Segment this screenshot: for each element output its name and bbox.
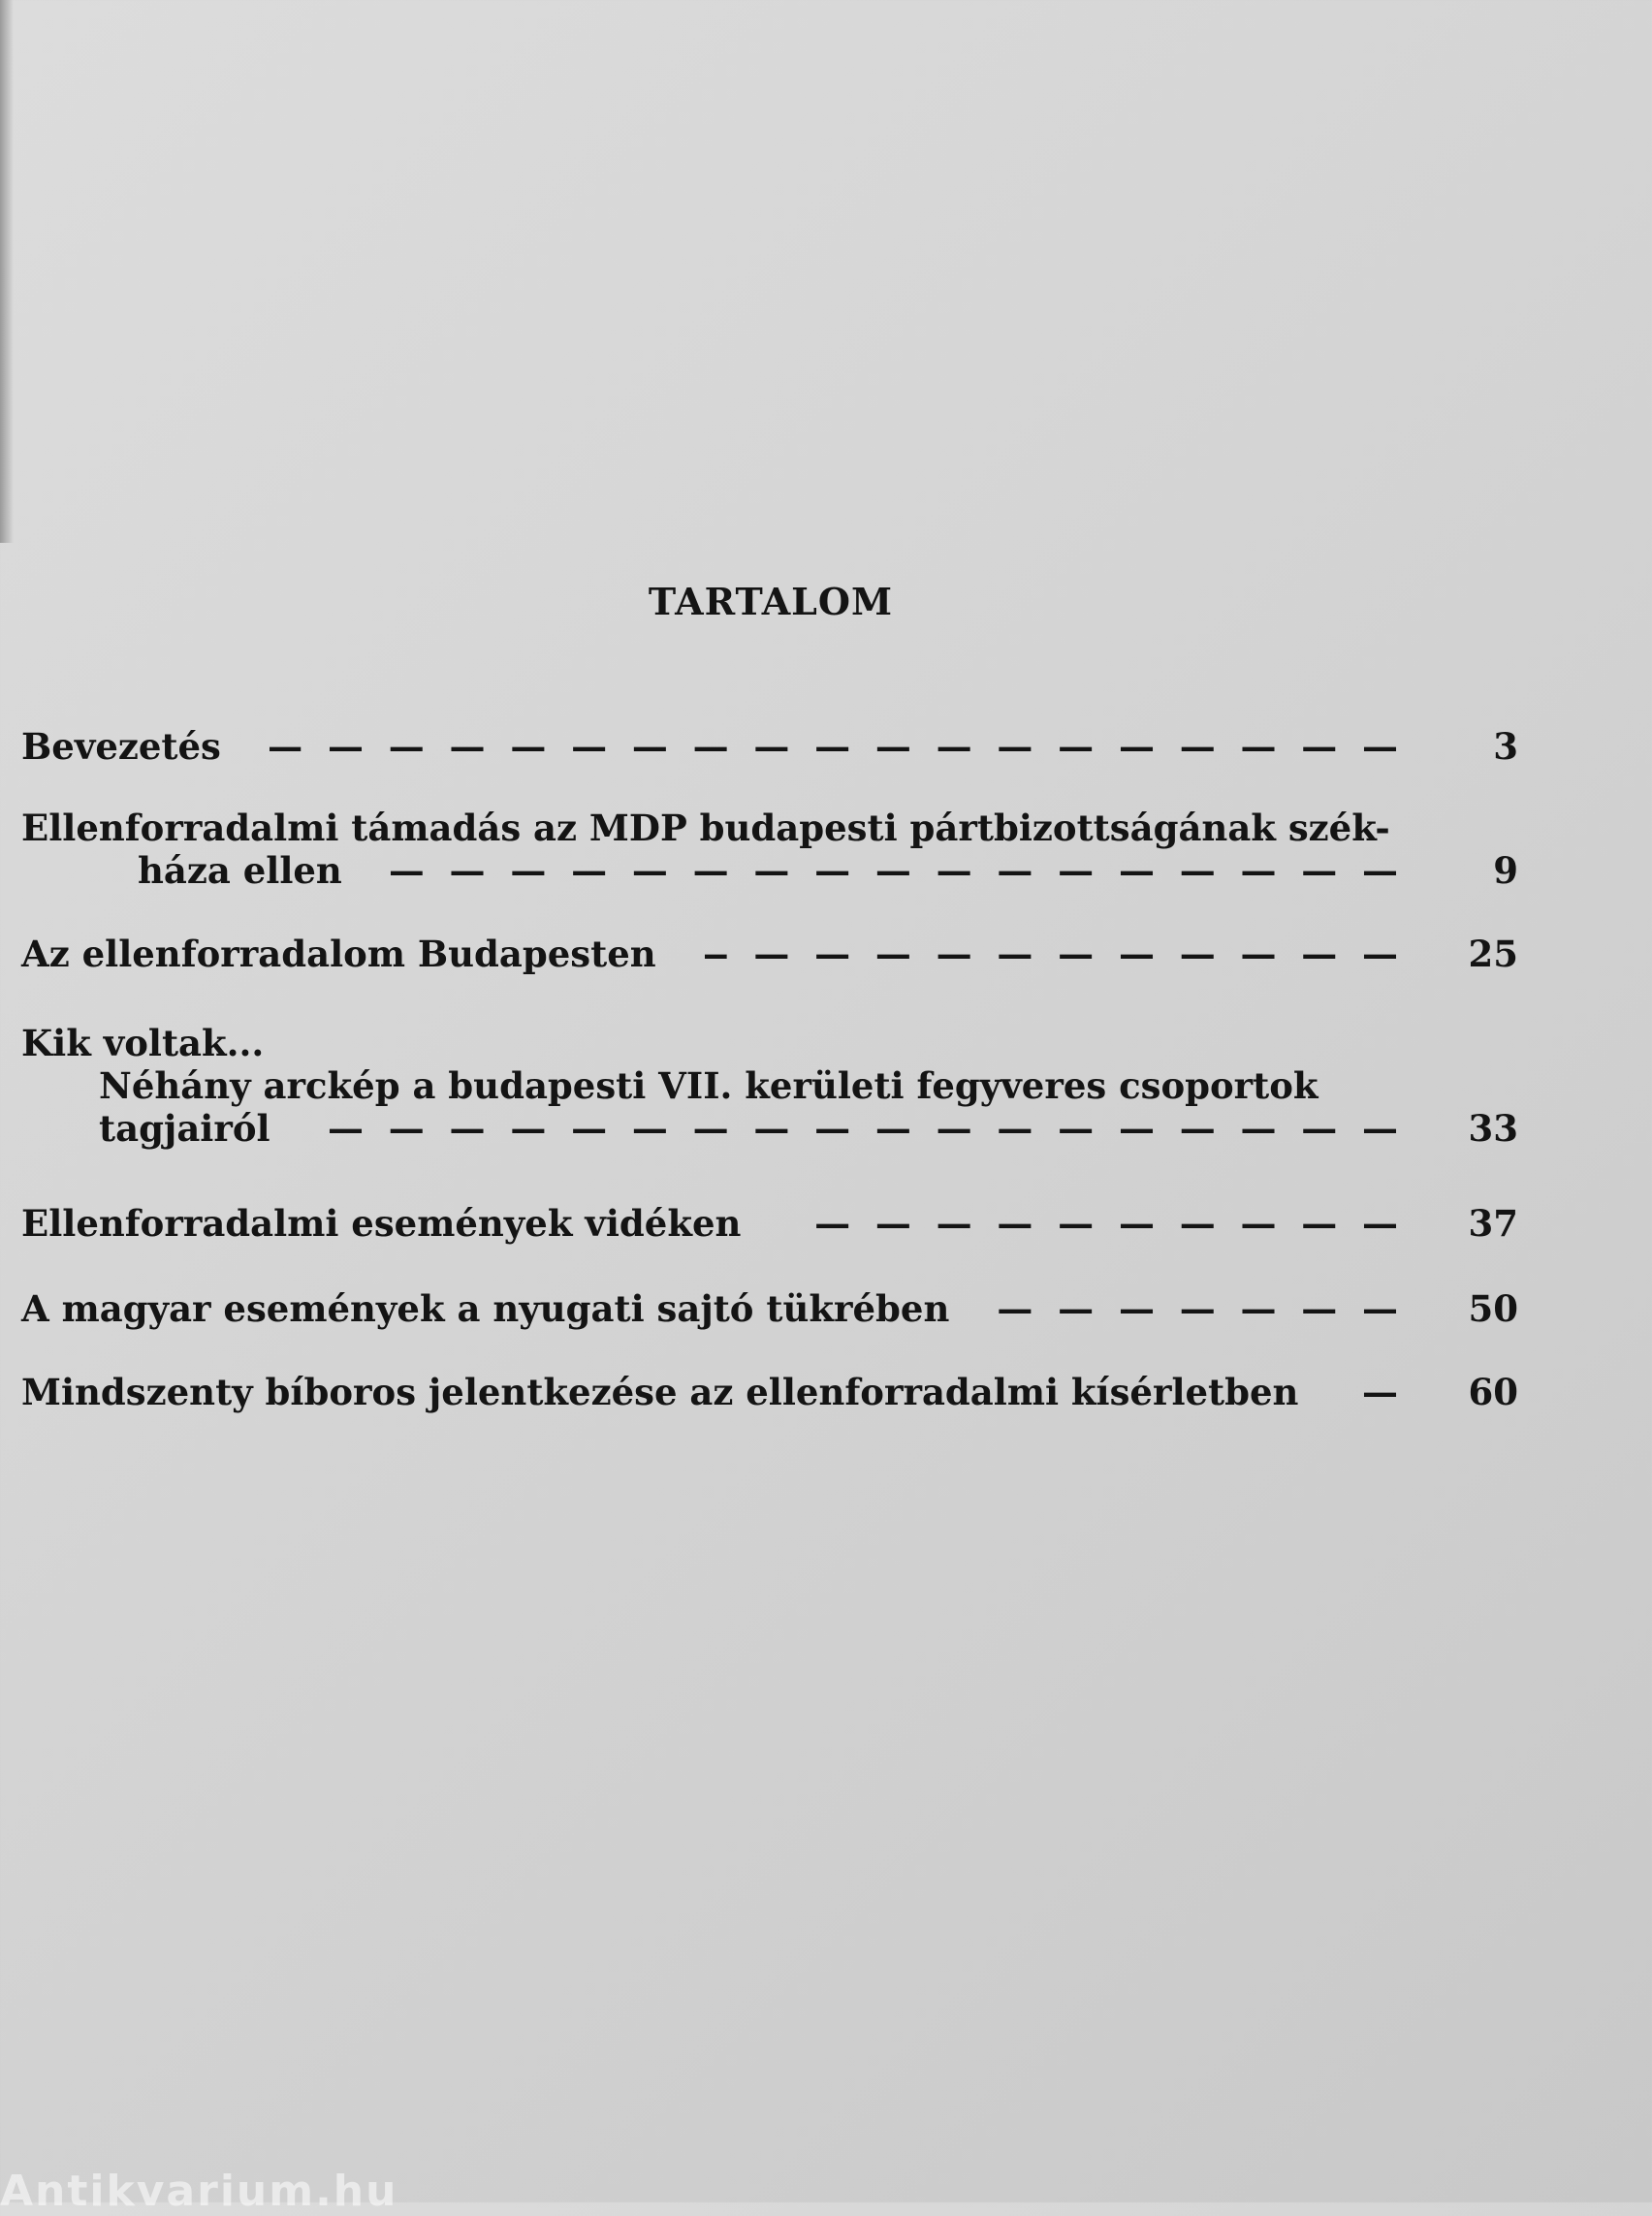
toc-entry-title-cont: háza ellen [138, 849, 342, 892]
toc-title: TARTALOM [648, 580, 894, 623]
toc-page-number: 25 [1468, 933, 1518, 975]
dot-leader [1347, 1371, 1398, 1413]
toc-entry-title: Kik voltak... [21, 1022, 265, 1064]
toc-entry [21, 725, 1398, 768]
dot-leader [270, 725, 1398, 768]
dot-leader [705, 933, 1398, 975]
toc-entry [21, 1371, 1398, 1413]
page-binding-shadow [0, 0, 14, 543]
toc-entry-title: Ellenforradalmi események vidéken [21, 1202, 742, 1245]
toc-entry-title: Mindszenty bíboros jelentkezése az ellenforradalmi kísérletben [21, 1371, 1299, 1413]
toc-entry-title: Az ellenforradalom Budapesten [21, 933, 656, 975]
toc-page-number: 50 [1468, 1287, 1518, 1330]
dot-leader [789, 1202, 1398, 1245]
toc-entry-title: Bevezetés [21, 725, 221, 768]
toc-entry [21, 933, 1398, 975]
toc-page-number: 33 [1468, 1107, 1518, 1150]
toc-page-number: 37 [1468, 1202, 1518, 1245]
toc-entry [21, 1287, 1398, 1330]
toc-entry-title: A magyar események a nyugati sajtó tükrében [21, 1287, 950, 1330]
dot-leader [998, 1287, 1398, 1330]
toc-entry [21, 1202, 1398, 1245]
toc-page-number: 9 [1493, 849, 1518, 892]
toc-entry [21, 1022, 1398, 1150]
toc-page-number: 60 [1468, 1371, 1518, 1413]
toc-entry [21, 807, 1398, 892]
dot-leader [319, 1107, 1398, 1150]
toc-entry-title: Ellenforradalmi támadás az MDP budapesti pártbizottságának szék- [21, 807, 1390, 849]
toc-entry-subtitle: Néhány arckép a budapesti VII. kerületi fegyveres csoportok [99, 1064, 1318, 1107]
dot-leader [391, 849, 1398, 892]
toc-page-number: 3 [1493, 725, 1518, 768]
watermark: Antikvarium.hu [0, 2167, 398, 2216]
toc-entry-subtitle-cont: tagjairól [99, 1107, 270, 1150]
